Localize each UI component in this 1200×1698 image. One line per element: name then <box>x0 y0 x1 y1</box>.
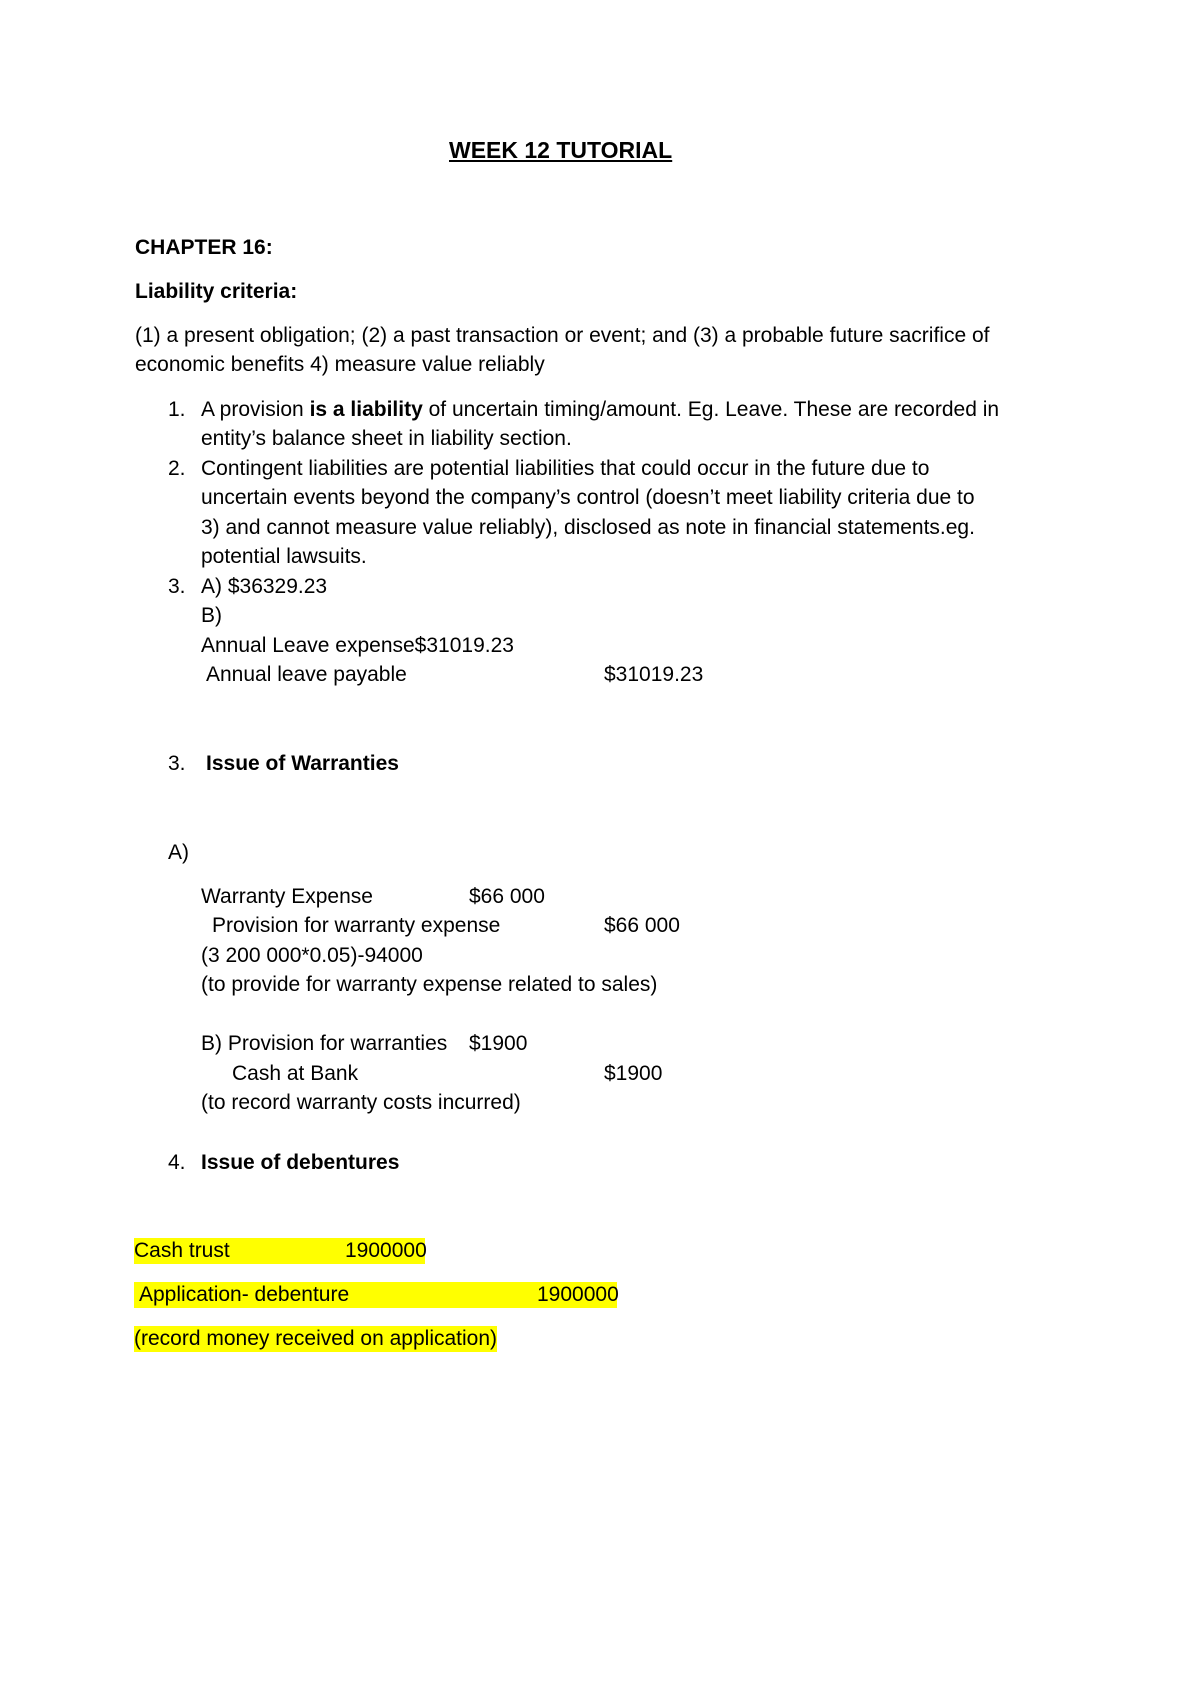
debenture-credit-label: Application- debenture <box>139 1283 350 1306</box>
debenture-debit-label: Cash trust <box>134 1239 230 1262</box>
warranty-b-credit-label: Cash at Bank <box>232 1062 359 1085</box>
page-title: WEEK 12 TUTORIAL <box>449 137 673 163</box>
chapter-heading: CHAPTER 16: <box>135 236 273 259</box>
item3-credit-label: Annual leave payable <box>206 663 407 686</box>
item2-line-2: uncertain events beyond the company’s control (doesn’t meet liability criteria due to <box>201 486 975 509</box>
warranty-b-debit-label: B) Provision for warranties <box>201 1032 448 1055</box>
warranty-b-credit-amount: $1900 <box>604 1062 663 1085</box>
item3-credit-amount: $31019.23 <box>604 663 704 686</box>
warranty-narration-a: (to provide for warranty expense related to sales) <box>201 973 658 996</box>
item1-post: of uncertain timing/amount. Eg. Leave. These are recorded in <box>422 398 1000 421</box>
item1-pre: A provision <box>201 398 310 421</box>
item1-line-2: entity’s balance sheet in liability section. <box>201 427 572 450</box>
debenture-credit-line <box>134 1282 617 1308</box>
item1-line-1 <box>201 397 999 423</box>
warranty-calculation: (3 200 000*0.05)-94000 <box>201 944 423 967</box>
item3-answer-a: A) $36329.23 <box>201 575 328 598</box>
warranties-part-a: A) <box>168 841 189 864</box>
debenture-credit-amount: 1900000 <box>537 1283 619 1306</box>
item3-debit-line: Annual Leave expense$31019.23 <box>201 634 514 657</box>
criteria-text-line-2: economic benefits 4) measure value reliably <box>135 353 545 376</box>
debenture-debit-line <box>134 1238 425 1264</box>
warranty-debit-amount: $66 000 <box>469 885 545 908</box>
warranties-heading: Issue of Warranties <box>206 752 399 775</box>
criteria-heading: Liability criteria: <box>135 280 298 303</box>
criteria-text-line-1: (1) a present obligation; (2) a past transaction or event; and (3) a probable future sacrifice of <box>135 324 990 347</box>
warranty-credit-label: Provision for warranty expense <box>212 914 501 937</box>
item3-answer-b: B) <box>201 604 222 627</box>
warranty-b-debit-amount: $1900 <box>469 1032 528 1055</box>
warranty-narration-b: (to record warranty costs incurred) <box>201 1091 521 1114</box>
list-number-2: 2. <box>168 457 186 480</box>
warranty-debit-label: Warranty Expense <box>201 885 373 908</box>
warranty-credit-amount: $66 000 <box>604 914 680 937</box>
item2-line-3: 3) and cannot measure value reliably), disclosed as note in financial statements.eg. <box>201 516 975 539</box>
list-number-1: 1. <box>168 398 186 421</box>
item2-line-1: Contingent liabilities are potential liabilities that could occur in the future due to <box>201 457 930 480</box>
debentures-heading: Issue of debentures <box>201 1151 400 1174</box>
list-number-warranties: 3. <box>168 752 186 775</box>
debenture-narration: (record money received on application) <box>134 1327 498 1350</box>
item1-bold: is a liability <box>309 398 423 421</box>
list-number-3: 3. <box>168 575 186 598</box>
debenture-debit-amount: 1900000 <box>345 1239 427 1262</box>
item2-line-4: potential lawsuits. <box>201 545 367 568</box>
list-number-4: 4. <box>168 1151 186 1174</box>
